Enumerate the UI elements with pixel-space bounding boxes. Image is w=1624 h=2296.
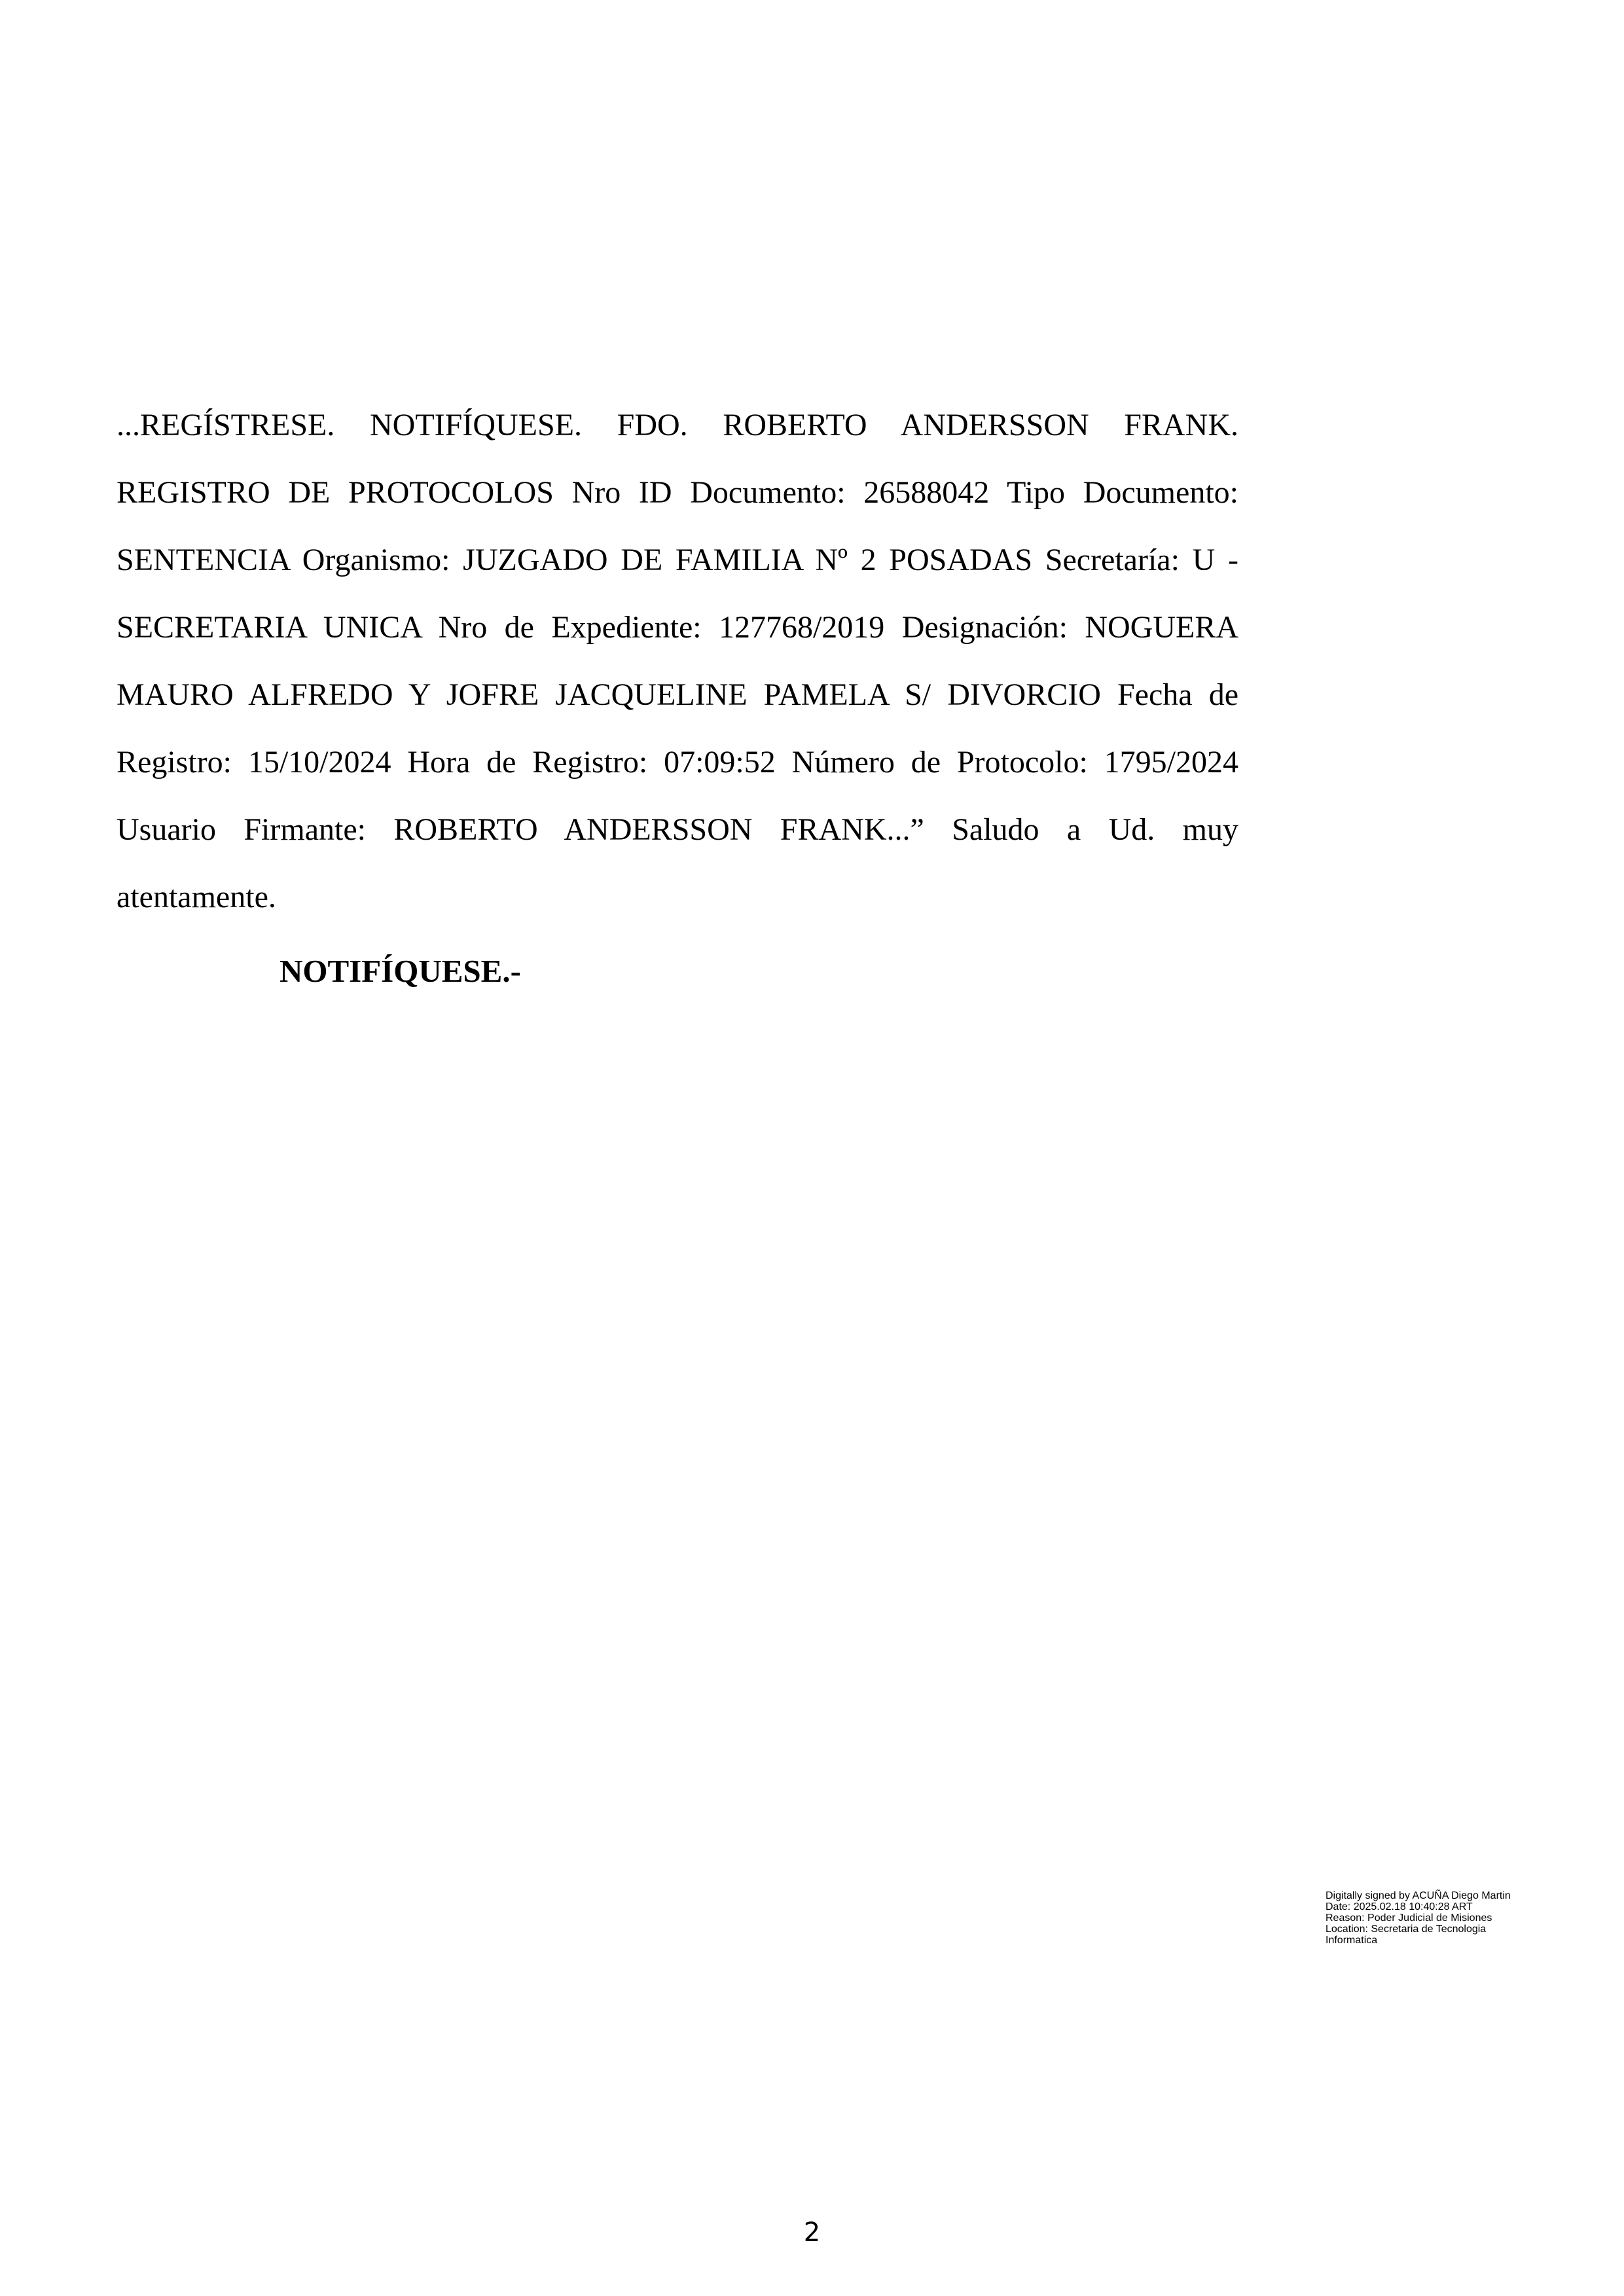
digital-signature-block bbox=[1326, 1890, 1600, 1946]
signature-signer: Digitally signed by ACUÑA Diego Martin bbox=[1326, 1890, 1511, 1901]
signature-location-cont: Informatica bbox=[1326, 1935, 1378, 1946]
signature-date: Date: 2025.02.18 10:40:28 ART bbox=[1326, 1901, 1473, 1912]
notify-heading: NOTIFÍQUESE.- bbox=[280, 953, 521, 989]
signature-reason: Reason: Poder Judicial de Misiones bbox=[1326, 1912, 1492, 1924]
signature-location: Location: Secretaria de Tecnologia bbox=[1326, 1924, 1487, 1935]
body-paragraph: ...REGÍSTRESE. NOTIFÍQUESE. FDO. ROBERTO ANDERSSON FRANK. REGISTRO DE PROTOCOLOS Nro ID Documento: 26588042 Tipo Documento: SENTENCIA Organismo: JUZGADO DE FAMILIA Nº 2 POSADAS Secretaría: U - SECRETARIA UNICA Nro de Expediente: 127768/2019 Designación: NOGUERA MAURO ALFREDO Y JOFRE JACQUELINE PAMELA S/ DIVORCIO Fecha de Registro: 15/10/2024 Hora de Registro: 07:09:52 Número de Protocolo: 1795/2024 Usuario Firmante: ROBERTO ANDERSSON FRANK...” Saludo a Ud. muy atentamente. bbox=[117, 408, 1238, 914]
page-number: 2 bbox=[803, 2217, 821, 2248]
